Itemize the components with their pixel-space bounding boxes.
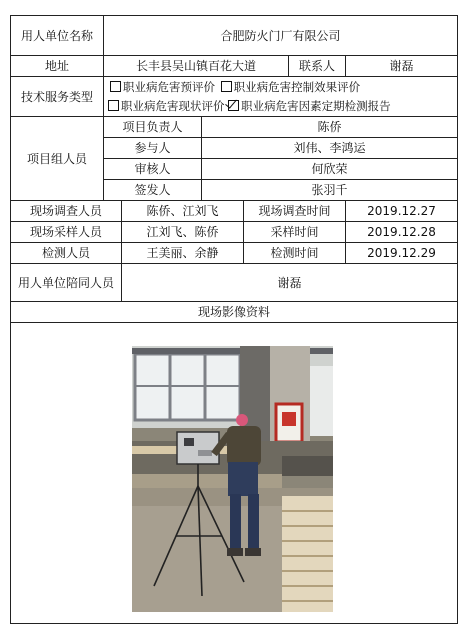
window-icon — [135, 354, 240, 420]
contact-label: 联系人 — [289, 56, 346, 77]
checkbox-preassessment[interactable] — [110, 80, 219, 94]
sampling-time-label: 采样时间 — [244, 222, 346, 243]
checkbox-icon — [228, 100, 239, 111]
photo-section-label: 现场影像资料 — [11, 302, 458, 323]
sampling-role: 现场采样人员 — [11, 222, 122, 243]
accompany-label: 用人单位陪同人员 — [11, 264, 122, 302]
wood-stack — [282, 496, 333, 612]
team-name: 刘伟、李鸿运 — [202, 138, 458, 159]
address-label: 地址 — [11, 56, 104, 77]
machine-bed — [132, 474, 282, 488]
service-options-row-2 — [108, 97, 455, 116]
option-label: 职业病危害现状评价 — [121, 98, 225, 113]
team-role: 签发人 — [104, 180, 202, 201]
survey-role: 现场调查人员 — [11, 201, 122, 222]
employer-label: 用人单位名称 — [11, 16, 104, 56]
survey-names: 陈侨、江刘飞 — [122, 201, 244, 222]
survey-time-label: 现场调查时间 — [244, 201, 346, 222]
contact-value: 谢磊 — [346, 56, 458, 77]
worker-shoe — [227, 548, 243, 556]
sampler-panel — [198, 450, 212, 456]
employer-value: 合肥防火门厂有限公司 — [104, 16, 458, 56]
detection-names: 王美丽、余静 — [122, 243, 244, 264]
window-icon — [310, 366, 333, 436]
option-label: 职业病危害预评价 — [123, 79, 215, 94]
team-role: 审核人 — [104, 159, 202, 180]
sampling-date: 2019.12.28 — [346, 222, 458, 243]
team-role: 参与人 — [104, 138, 202, 159]
checkbox-control-effect[interactable] — [221, 80, 361, 94]
service-type-label: 技术服务类型 — [11, 77, 104, 117]
detection-role: 检测人员 — [11, 243, 122, 264]
team-name: 何欣荣 — [202, 159, 458, 180]
team-name: 张羽千 — [202, 180, 458, 201]
address-value: 长丰县吴山镇百花大道 — [104, 56, 289, 77]
service-options-row-1 — [108, 78, 455, 97]
team-label: 项目组人员 — [11, 117, 104, 201]
checkbox-icon — [221, 81, 232, 92]
sampler-display — [184, 438, 194, 446]
sampler-device-icon — [177, 432, 219, 464]
floor-shadow — [132, 506, 282, 612]
survey-date: 2019.12.27 — [346, 201, 458, 222]
site-sampling-photo — [132, 346, 333, 612]
team-role: 项目负责人 — [104, 117, 202, 138]
sampling-names: 江刘飞、陈侨 — [122, 222, 244, 243]
helmet-icon — [236, 414, 248, 426]
detection-date: 2019.12.29 — [346, 243, 458, 264]
worker-shoe — [245, 548, 261, 556]
checkbox-icon — [110, 81, 121, 92]
checkbox-icon — [108, 100, 119, 111]
machine-part — [282, 456, 333, 476]
worker-torso — [227, 426, 261, 466]
worker-leg — [230, 494, 241, 550]
photo-illustration — [132, 346, 333, 612]
worker-leg — [248, 494, 259, 550]
option-label: 职业病危害因素定期检测报告 — [241, 98, 391, 113]
service-options — [104, 77, 458, 117]
checkbox-periodic-detection[interactable] — [228, 99, 391, 113]
option-label: 职业病危害控制效果评价 — [233, 79, 361, 94]
accompany-value: 谢磊 — [122, 264, 458, 302]
sign-symbol — [282, 412, 296, 426]
detection-time-label: 检测时间 — [244, 243, 346, 264]
worker-hips — [228, 462, 258, 496]
checkbox-status-assessment[interactable] — [108, 99, 228, 113]
team-name: 陈侨 — [202, 117, 458, 138]
